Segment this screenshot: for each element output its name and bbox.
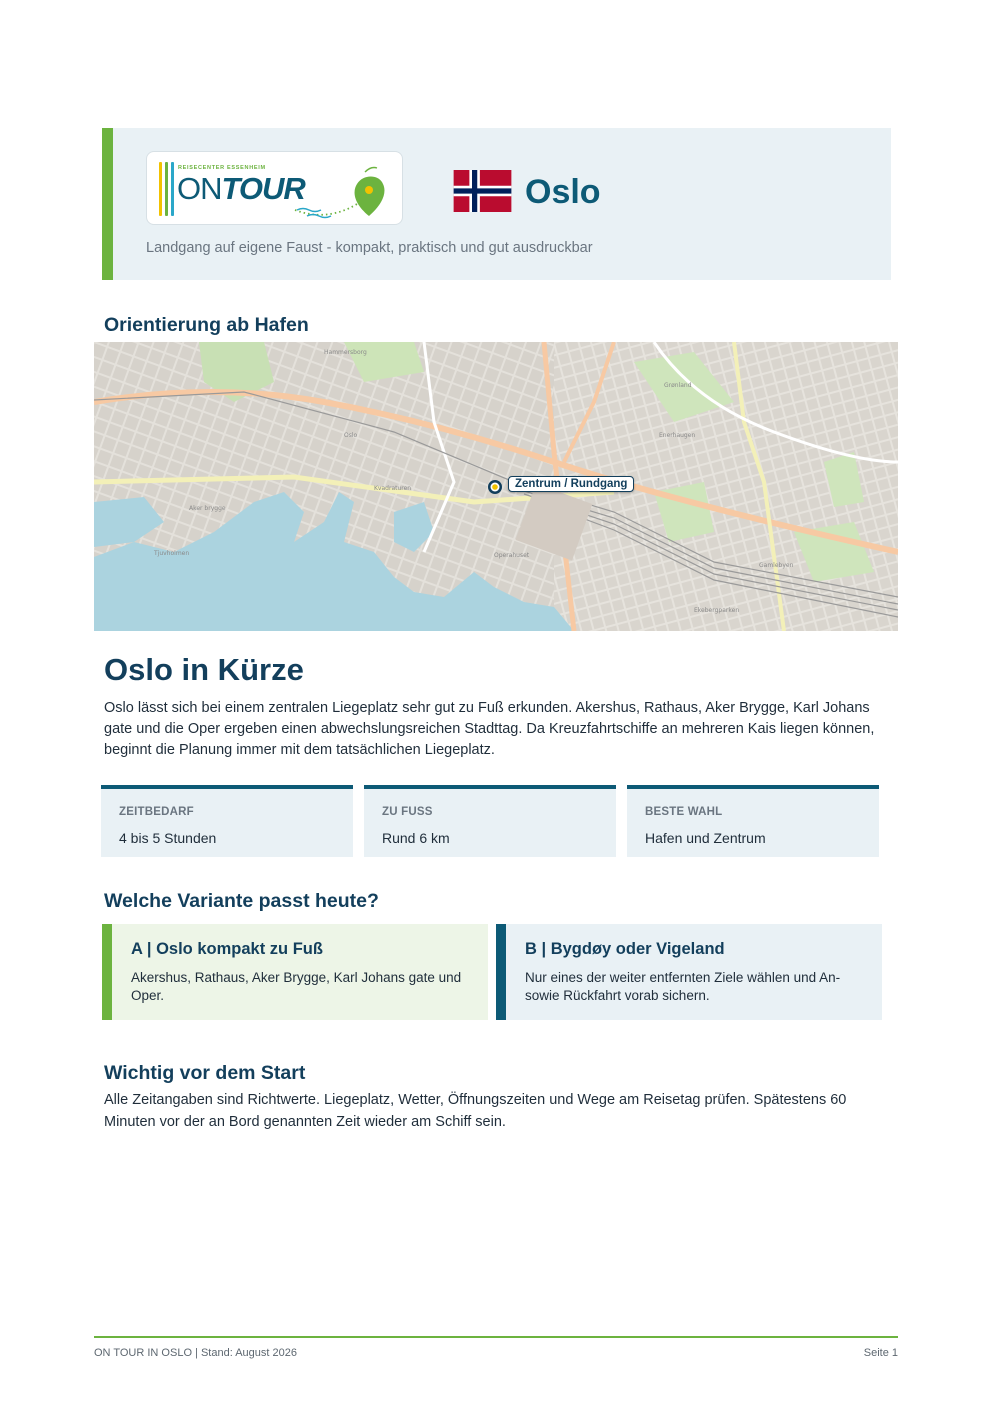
variants-heading: Welche Variante passt heute?	[104, 890, 379, 912]
svg-text:Ekebergparken: Ekebergparken	[694, 607, 740, 614]
ontour-logo	[146, 151, 403, 225]
svg-text:Enerhaugen: Enerhaugen	[659, 432, 696, 439]
svg-text:Kvadraturen: Kvadraturen	[374, 485, 412, 492]
page-title: Oslo	[525, 173, 601, 211]
svg-text:Aker brygge: Aker brygge	[189, 505, 226, 512]
logo-on: ON	[177, 171, 222, 206]
stat-box-zeitbedarf	[101, 785, 353, 857]
tagline: Landgang auf eigene Faust - kompakt, praktisch und gut ausdruckbar	[146, 240, 593, 256]
variant-b-card	[496, 924, 882, 1020]
map-heading: Orientierung ab Hafen	[104, 314, 309, 336]
svg-text:Oslo: Oslo	[344, 432, 358, 439]
map-marker-label[interactable]: Zentrum / Rundgang	[508, 476, 634, 492]
page-number: Seite 1	[863, 1347, 898, 1359]
stat-label: ZEITBEDARF	[119, 806, 194, 818]
city-map[interactable]	[94, 342, 898, 631]
logo-tour: TOUR	[221, 171, 305, 206]
start-heading: Wichtig vor dem Start	[104, 1062, 306, 1084]
svg-text:Hammersborg: Hammersborg	[324, 349, 367, 356]
stat-label: ZU FUSS	[382, 806, 433, 818]
svg-text:Tjuvholmen: Tjuvholmen	[154, 550, 190, 557]
stat-value: 4 bis 5 Stunden	[119, 830, 217, 846]
variant-title: B | Bygdøy oder Vigeland	[525, 940, 725, 958]
svg-text:Gamlebyen: Gamlebyen	[759, 562, 794, 569]
footer-divider	[94, 1336, 898, 1338]
footer-left: ON TOUR IN OSLO | Stand: August 2026	[94, 1347, 297, 1359]
variant-text: Nur eines der weiter entfernten Ziele wählen und An- sowie Rückfahrt vorab sichern.	[525, 970, 841, 1003]
location-pin-icon	[147, 152, 404, 226]
map-graphic	[94, 342, 898, 631]
map-marker-icon	[488, 480, 502, 494]
stat-value: Hafen und Zentrum	[645, 830, 766, 846]
stat-value: Rund 6 km	[382, 830, 450, 846]
norway-flag-icon	[451, 170, 514, 212]
svg-text:Grønland: Grønland	[664, 382, 692, 389]
variant-a-card	[102, 924, 488, 1020]
header-card	[102, 128, 891, 280]
variant-title: A | Oslo kompakt zu Fuß	[131, 940, 323, 958]
variant-text: Akershus, Rathaus, Aker Brygge, Karl Johans gate und Oper.	[131, 970, 462, 1003]
logo-small-text: REISECENTER ESSENHEIM	[178, 165, 266, 171]
stat-label: BESTE WAHL	[645, 806, 723, 818]
svg-text:Operahuset: Operahuset	[494, 552, 530, 559]
start-text: Alle Zeitangaben sind Richtwerte. Liegeplatz, Wetter, Öffnungszeiten und Wege am Reisetag prüfen. Spätestens 60 Minuten vor der an Bord genannten Zeit wieder am Schiff sein.	[104, 1092, 847, 1130]
stat-box-beste-wahl	[627, 785, 879, 857]
summary-text: Oslo lässt sich bei einem zentralen Liegeplatz sehr gut zu Fuß erkunden. Akershus, Rathaus, Aker Brygge, Karl Johans gate und die Oper ergeben einen abwechslungsreichen Stadttag. Da Kreuzfahrtschiffe an mehreren Kais liegen können, beginnt die Planung immer mit dem tatsächlichen Liegeplatz.	[104, 700, 875, 758]
stat-box-zu-fuss	[364, 785, 616, 857]
summary-heading: Oslo in Kürze	[104, 652, 304, 687]
